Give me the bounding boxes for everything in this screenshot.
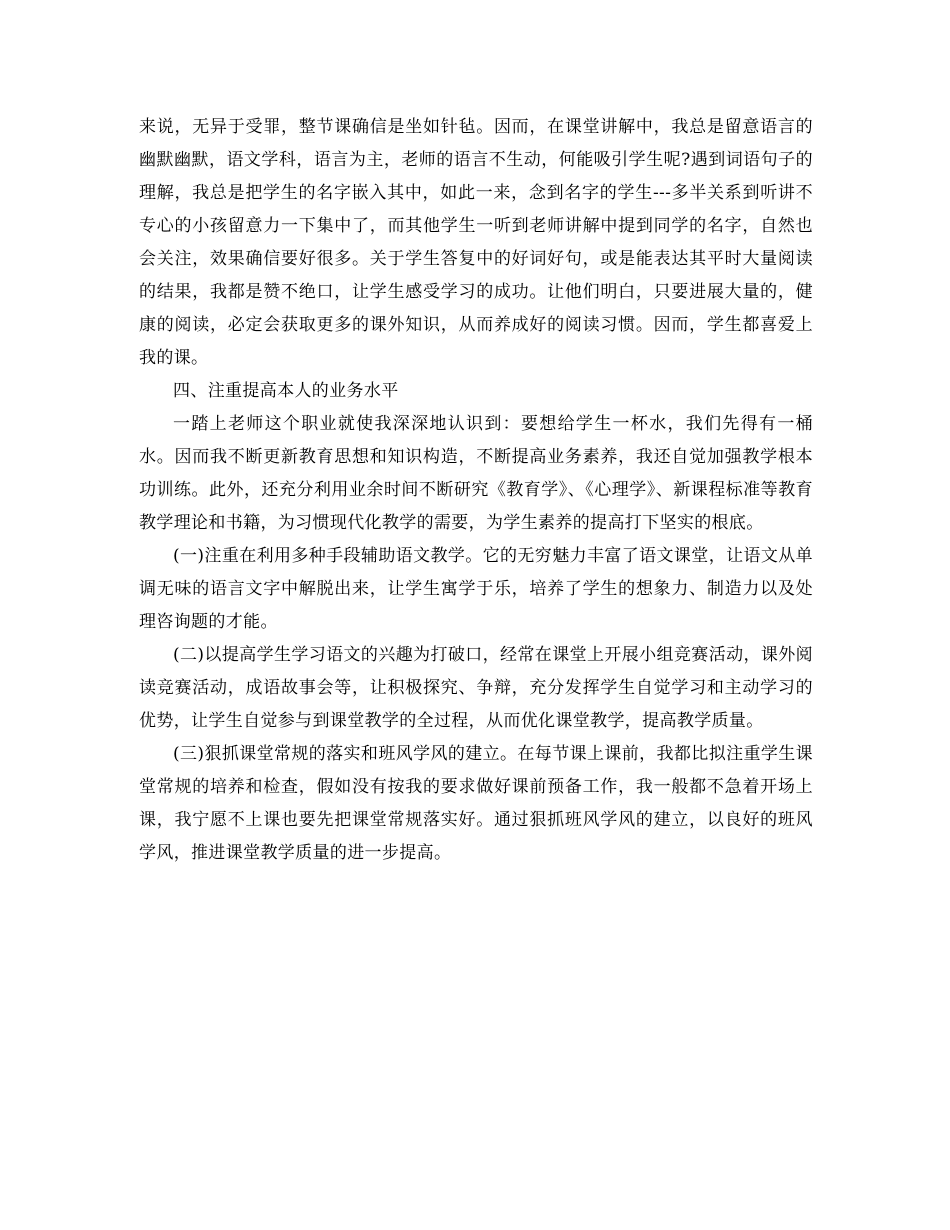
paragraph-1: 一踏上老师这个职业就使我深深地认识到：要想给学生一杯水，我们先得有一桶水。因而我不断更新教育思想和知识构造，不断提高业务素养，我还自觉加强教学根本功训练。此外，还充分利用业余时间不断研究《教育学》、《心理学》、新课程标准等教育教学理论和书籍，为习惯现代化教学的需要，为学生素养的提高打下坚实的根底。 (139, 414, 813, 533)
section-heading: 四、注重提高本人的业务水平 (173, 381, 399, 401)
paragraph-3: (二)以提高学生学习语文的兴趣为打破口，经常在课堂上开展小组竞赛活动，课外阅读竞赛活动，成语故事会等，让积极探究、争辩，充分发挥学生自觉学习和主动学习的优势，让学生自觉参与到课堂教学的全过程，从而优化课堂教学，提高教学质量。 (139, 645, 813, 731)
paragraph-continued: 来说，无异于受罪，整节课确信是坐如针毡。因而，在课堂讲解中，我总是留意语言的幽默幽默，语文学科，语言为主，老师的语言不生动，何能吸引学生呢?遇到词语句子的理解，我总是把学生的名字嵌入其中，如此一来，念到名字的学生---多半关系到听讲不专心的小孩留意力一下集中了，而其他学生一听到老师讲解中提到同学的名字，自然也会关注，效果确信要好很多。关于学生答复中的好词好句，或是能表达其平时大量阅读的结果，我都是赞不绝口，让学生感受学习的成功。让他们明白，只要进展大量的，健康的阅读，必定会获取更多的课外知识，从而养成好的阅读习惯。因而，学生都喜爱上我的课。 (139, 117, 813, 368)
paragraph-4: (三)狠抓课堂常规的落实和班风学风的建立。在每节课上课前，我都比拟注重学生课堂常规的培养和检查，假如没有按我的要求做好课前预备工作，我一般都不急着开场上课，我宁愿不上课也要先把课堂常规落实好。通过狠抓班风学风的建立，以良好的班风学风，推进课堂教学质量的进一步提高。 (139, 744, 813, 863)
paragraph-2: (一)注重在利用多种手段辅助语文教学。它的无穷魅力丰富了语文课堂，让语文从单调无味的语言文字中解脱出来，让学生寓学于乐，培养了学生的想象力、制造力以及处理咨询题的才能。 (139, 546, 813, 632)
document-page (139, 111, 813, 870)
